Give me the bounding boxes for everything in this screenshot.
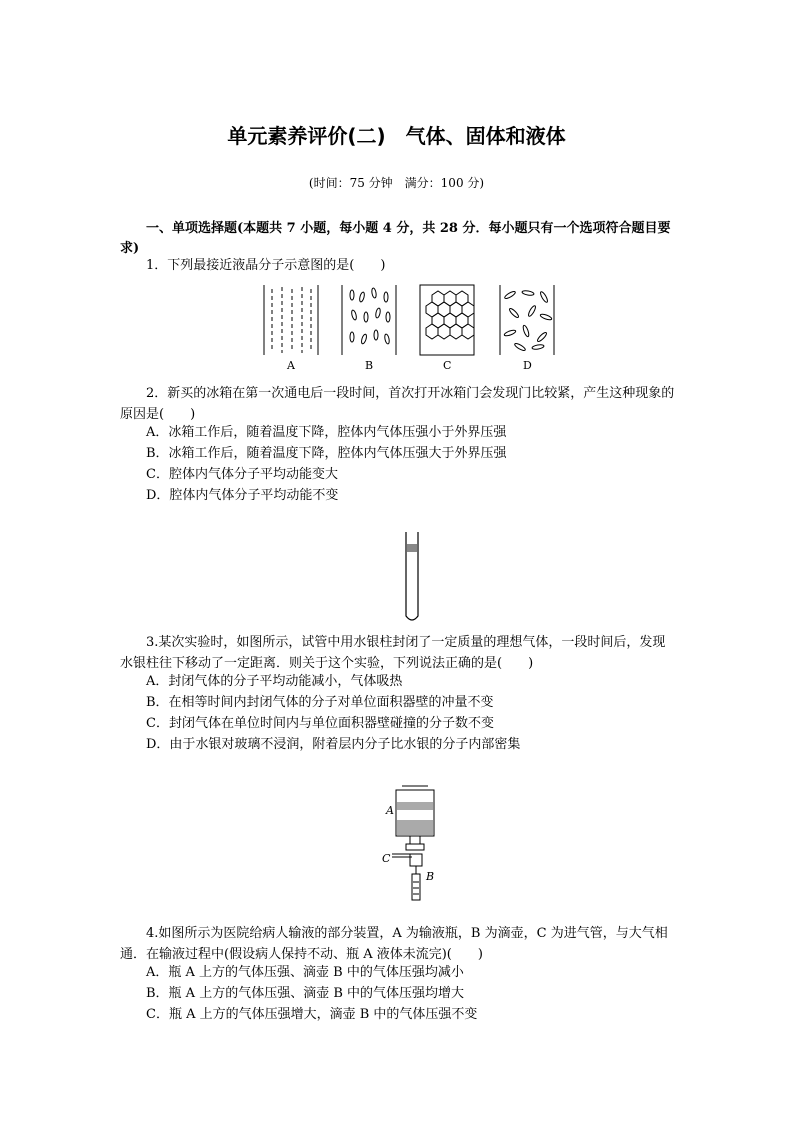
q3-option-b: B．在相等时间内封闭气体的分子对单位面积器壁的冲量不变 [146, 695, 494, 710]
q1-label-b: B [365, 359, 374, 372]
q4-label-a: A [386, 804, 394, 817]
q4-label-b: B [426, 870, 435, 883]
q4-label-c: C [382, 852, 391, 865]
q1-figure-d [500, 285, 554, 355]
q2-stem: 2．新买的冰箱在第一次通电后一段时间，首次打开冰箱门会发现门比较紧，产生这种现象的原因是( ) [120, 386, 675, 422]
page-title: 单元素养评价(二) 气体、固体和液体 [227, 124, 566, 148]
q2-option-b: B．冰箱工作后，随着温度下降，腔体内气体压强大于外界压强 [146, 446, 507, 461]
q1-label-a: A [287, 359, 295, 372]
exam-info: (时间：75 分钟 满分：100 分) [308, 176, 485, 190]
q3-test-tube-figure [400, 530, 424, 626]
q4-option-c: C．瓶 A 上方的气体压强增大，滴壶 B 中的气体压强不变 [146, 1007, 478, 1022]
q3-option-c: C．封闭气体在单位时间内与单位面积器壁碰撞的分子数不变 [146, 716, 494, 731]
q1-figure-c [420, 285, 474, 355]
q4-stem: 4.如图所示为医院给病人输液的部分装置，A 为输液瓶，B 为滴壶，C 为进气管，与大气相通．在输液过程中(假设病人保持不动、瓶 A 液体未流完)( ) [120, 926, 668, 962]
q1-label-d: D [523, 359, 532, 372]
q2-option-d: D．腔体内气体分子平均动能不变 [146, 488, 339, 503]
q1-figure-a [264, 285, 318, 355]
q3-stem: 3.某次实验时，如图所示，试管中用水银柱封闭了一定质量的理想气体，一段时间后，发现水银柱往下移动了一定距离．则关于这个实验，下列说法正确的是( ) [120, 635, 666, 671]
section-heading: 一、单项选择题(本题共 7 小题，每小题 4 分，共 28 分．每小题只有一个选项符合题目要求) [120, 221, 671, 256]
q1-stem: 1．下列最接近液晶分子示意图的是( ) [146, 258, 386, 273]
q4-option-a: A．瓶 A 上方的气体压强、滴壶 B 中的气体压强均减小 [146, 965, 464, 980]
q1-figure-b [342, 285, 396, 355]
q2-option-a: A．冰箱工作后，随着温度下降，腔体内气体压强小于外界压强 [146, 425, 507, 440]
q1-figure [262, 283, 562, 373]
q4-infusion-figure [380, 782, 450, 904]
q1-label-c: C [443, 359, 452, 372]
q3-option-d: D．由于水银对玻璃不浸润，附着层内分子比水银的分子内部密集 [146, 737, 521, 752]
q3-option-a: A．封闭气体的分子平均动能减小，气体吸热 [146, 674, 403, 689]
q4-option-b: B．瓶 A 上方的气体压强、滴壶 B 中的气体压强均增大 [146, 986, 465, 1001]
q2-option-c: C．腔体内气体分子平均动能变大 [146, 467, 338, 482]
